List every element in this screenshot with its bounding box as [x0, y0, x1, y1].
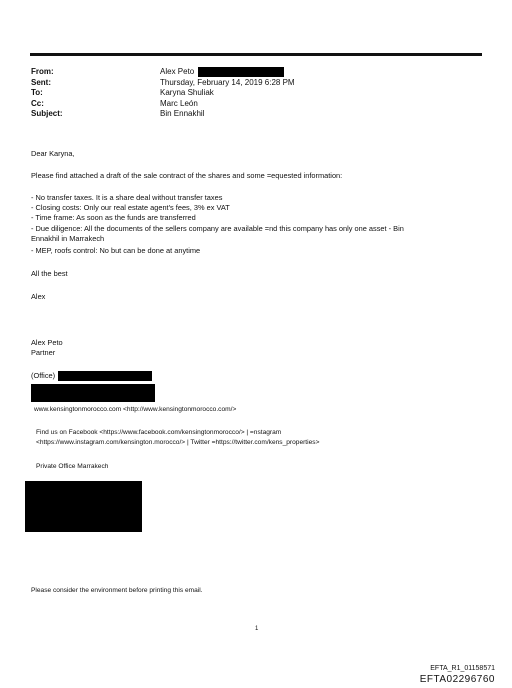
header-rule: [30, 53, 482, 56]
subject-label: Subject:: [31, 109, 63, 118]
to-row: [31, 88, 295, 99]
cc-row: [31, 99, 295, 110]
page-number: 1: [255, 626, 259, 632]
closing: All the best: [31, 269, 68, 278]
sent-label: Sent:: [31, 77, 51, 87]
signature-title: Partner: [31, 348, 56, 357]
sent-row: [31, 78, 295, 89]
to-label: To:: [31, 88, 43, 97]
list-item: - No transfer taxes. It is a share deal without transfer taxes: [31, 193, 223, 202]
office-phone-row: [31, 371, 152, 381]
bates-number-1: EFTA_R1_01158571: [430, 665, 495, 672]
website-link[interactable]: www.kensingtonmorocco.com <http://www.kensingtonmorocco.com/>: [34, 406, 237, 413]
signature-name: Alex Peto: [31, 338, 63, 347]
redaction-box: [31, 384, 155, 402]
social-links-line-2[interactable]: <https://www.instagram.com/kensington.morocco/> | Twitter =https://twitter.com/kens_properties>: [36, 439, 320, 446]
to-value: Karyna Shuliak: [160, 88, 214, 97]
greeting: Dear Karyna,: [31, 149, 75, 158]
from-label: From:: [31, 67, 54, 76]
from-row: [31, 67, 295, 78]
intro-paragraph: Please find attached a draft of the sale contract of the shares and some =equested information:: [31, 171, 343, 180]
redaction-box: [58, 371, 152, 381]
sender-short-name: Alex: [31, 292, 46, 301]
cc-value: Marc León: [160, 98, 198, 108]
subject-row: [31, 109, 295, 120]
office-label: (Office): [31, 371, 56, 380]
list-item: - Time frame: As soon as the funds are transferred: [31, 213, 196, 222]
cc-label: Cc:: [31, 98, 44, 108]
from-name: Alex Peto: [160, 67, 195, 77]
office-name: Private Office Marrakech: [36, 463, 109, 470]
bates-number-2: EFTA02296760: [419, 674, 495, 685]
list-item: Ennakhil in Marrakech: [31, 234, 105, 243]
sent-value: Thursday, February 14, 2019 6:28 PM: [160, 77, 295, 87]
from-value: [160, 67, 284, 78]
list-item: - Due diligence: All the documents of the sellers company are available =nd this company has only one asset - Bin: [31, 224, 404, 233]
redaction-box: [25, 481, 142, 532]
environment-note: Please consider the environment before printing this email.: [31, 587, 203, 594]
redaction-box: [198, 67, 284, 77]
list-item: - Closing costs: Only our real estate agent's fees, 3% ex VAT: [31, 203, 230, 212]
email-header: [31, 67, 295, 120]
social-links-line-1[interactable]: Find us on Facebook <https://www.facebook.com/kensingtonmorocco/> | =nstagram: [36, 429, 282, 436]
list-item: - MEP, roofs control: No but can be done at anytime: [31, 246, 201, 255]
subject-value: Bin Ennakhil: [160, 109, 205, 118]
